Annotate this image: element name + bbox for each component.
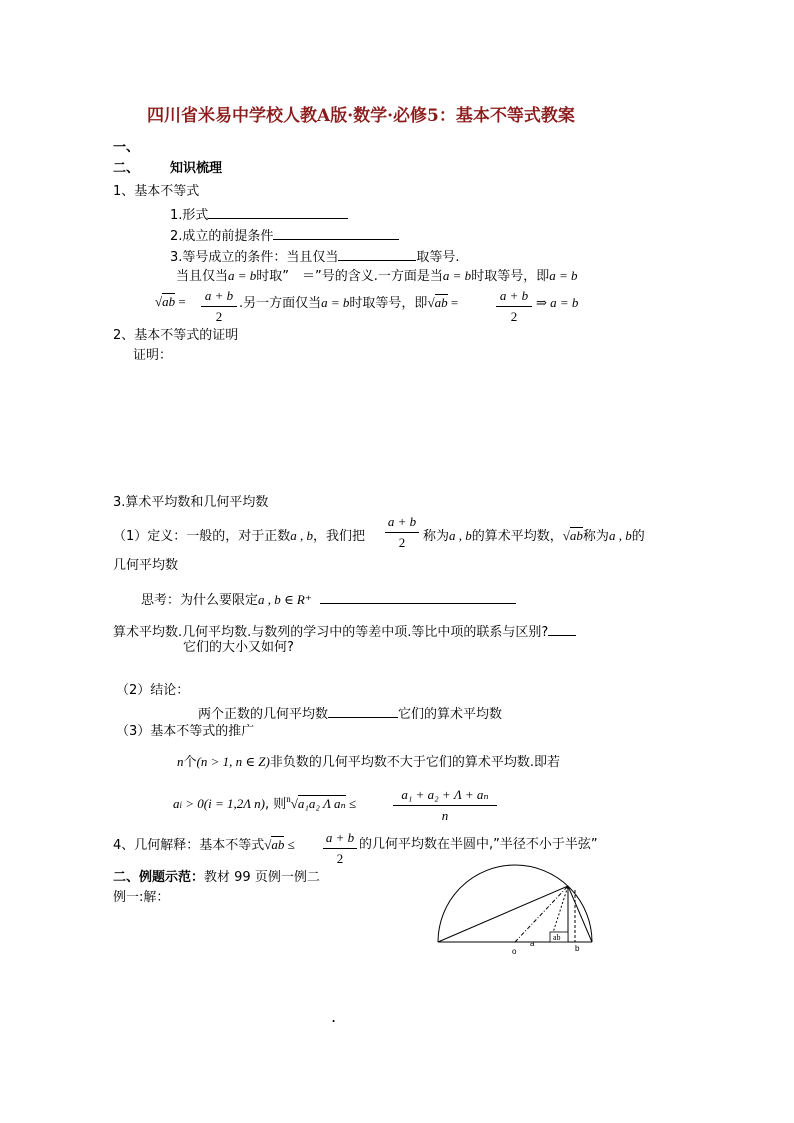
item-1-3: 3.等号成立的条件：当且仅当 取等号. [170,250,460,265]
semicircle-arc [438,865,592,942]
chord-right [568,886,592,942]
think-line: 思考：为什么要限定a , b ∈ R⁺ [141,591,516,607]
generalization-formula: ai > 0(i = 1,2Λ n), 则$^n$√a₁a₂ Λ aₙ ≤ [173,794,357,812]
section-two-label: 二、 [113,161,140,176]
item-1-1: 1.形式 [170,206,348,222]
implies-line: ⇒ a = b [536,295,579,310]
blank-equality[interactable] [338,248,416,261]
fraction-item-4: a + b 2 [323,830,357,867]
definition-line-3: 几何平均数 [113,558,179,573]
question-line-2: 它们的大小又如何? [183,640,294,655]
equality-meaning-line: 当且仅当a = b时取” ＝”号的含义.一方面是当a = b时取等号，即a = b [176,268,578,284]
sqrt-ab-1: √ab = [155,294,186,309]
definition-line-2: 称为a , b的算术平均数，√ab称为a , b的 [423,528,645,544]
fraction-generalized: a₁ + a₂ + Λ + aₙ n [393,787,497,824]
equality-other-line: .另一方面仅当a = b时取等号，即√ab = [239,295,459,311]
semicircle-figure [430,860,600,960]
generalization-heading: （3）基本不等式的推广 [116,724,255,739]
definition-line: （1）定义：一般的，对于正数a , b，我们把 [113,528,366,544]
item-1-2: 2.成立的前提条件 [170,227,399,243]
fraction-a-plus-b-over-2-1: a + b 2 [201,288,237,325]
item-1-heading: 1、基本不等式 [113,184,200,199]
chord-left [438,886,568,942]
conclusion-heading: （2）结论： [116,683,190,698]
item-4-line-2: 的几何平均数在半圆中,”半径不小于半弦” [359,837,598,852]
generalization-line: n个(n > 1, n ∈ Z)非负数的几何平均数不大于它们的算术平均数.即若 [177,754,560,770]
fig-label-sqrt: ab [553,933,561,942]
question-line: 算术平均数.几何平均数.与数列的学习中的等差中项.等比中项的联系与区别? [113,623,576,639]
item-4-line: 4、几何解释：基本不等式√ab ≤ [113,837,295,853]
stray-dot: . [331,1007,337,1026]
section-two-title: 知识梳理 [170,161,223,176]
item-2-heading: 2、基本不等式的证明 [113,328,239,343]
conclusion-line: 两个正数的几何平均数 它们的算术平均数 [198,707,503,722]
blank-condition[interactable] [273,227,399,240]
example-1-label: 例一:解： [113,890,170,905]
blank-question[interactable] [548,623,576,636]
proof-label: 证明： [133,348,173,363]
fig-label-b: b [575,944,580,953]
blank-form[interactable] [208,206,348,219]
item-3-heading: 3.算术平均数和几何平均数 [113,495,269,510]
examples-line: 二、例题示范：教材 99 页例一例二 [113,870,320,885]
blank-conclusion[interactable] [328,705,398,718]
fig-label-a: a [530,939,535,948]
section-one-label: 一、 [113,140,140,155]
fig-label-o: o [512,947,517,956]
fraction-definition: a + b 2 [385,514,419,551]
page-title: 四川省米易中学校人教A版·数学·必修5：基本不等式教案 [147,106,575,126]
blank-think[interactable] [320,591,516,604]
fraction-a-plus-b-over-2-2: a + b 2 [496,288,532,325]
